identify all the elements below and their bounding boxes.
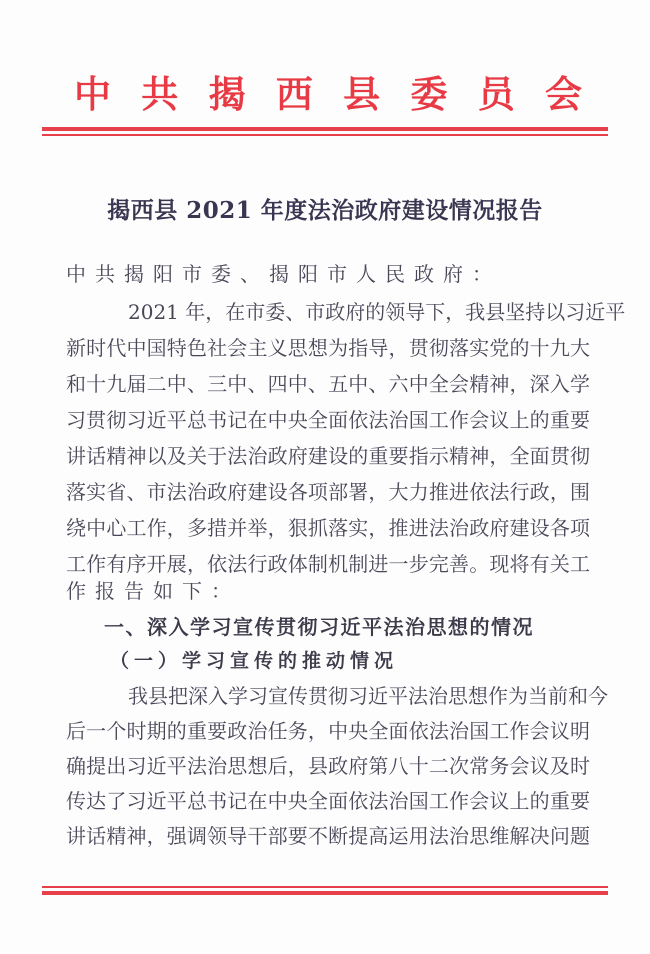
paragraph-line: 确提出习近平法治思想后，县政府第八十二次常务会议及时 <box>66 754 590 778</box>
subsection-heading: （一）学习宣传的推动情况 <box>110 650 399 672</box>
paragraph-line: 作报告如下： <box>66 579 240 603</box>
paragraph-line: 习贯彻习近平总书记在中央全面依法治国工作会议上的重要 <box>66 408 590 432</box>
paragraph-line: 讲话精神，强调领导干部要不断提高运用法治思维解决问题 <box>66 824 590 848</box>
footer-divider-thin <box>42 886 608 888</box>
paragraph-line: 绕中心工作，多措并举，狠抓落实，推进法治政府建设各项 <box>66 516 590 540</box>
issuing-organization-header: 中共揭西县委员会 <box>74 73 582 116</box>
paragraph-line: 和十九届二中、三中、四中、五中、六中全会精神，深入学 <box>66 372 590 396</box>
paragraph-line: 落实省、市法治政府建设各项部署，大力推进依法行政，围 <box>66 480 590 504</box>
paragraph-line: 工作有序开展，依法行政体制机制进一步完善。现将有关工 <box>66 552 590 576</box>
paragraph-line: 后一个时期的重要政治任务，中央全面依法治国工作会议明 <box>66 719 590 743</box>
paragraph-line: 2021 年，在市委、市政府的领导下，我县坚持以习近平 <box>128 300 626 324</box>
paragraph-line: 我县把深入学习宣传贯彻习近平法治思想作为当前和今 <box>128 684 608 708</box>
section-heading: 一、深入学习宣传贯彻习近平法治思想的情况 <box>104 615 534 639</box>
document-title: 揭西县 2021 年度法治政府建设情况报告 <box>107 197 543 224</box>
footer-divider-thick <box>42 891 608 895</box>
paragraph-line: 讲话精神以及关于法治政府建设的重要指示精神，全面贯彻 <box>66 444 590 468</box>
salutation: 中共揭阳市委、揭阳市人民政府： <box>66 262 501 286</box>
header-divider-thin <box>42 134 608 136</box>
paragraph-line: 新时代中国特色社会主义思想为指导，贯彻落实党的十九大 <box>66 336 590 360</box>
paragraph-line: 传达了习近平总书记在中央全面依法治国工作会议上的重要 <box>66 789 590 813</box>
header-divider-thick <box>42 127 608 131</box>
